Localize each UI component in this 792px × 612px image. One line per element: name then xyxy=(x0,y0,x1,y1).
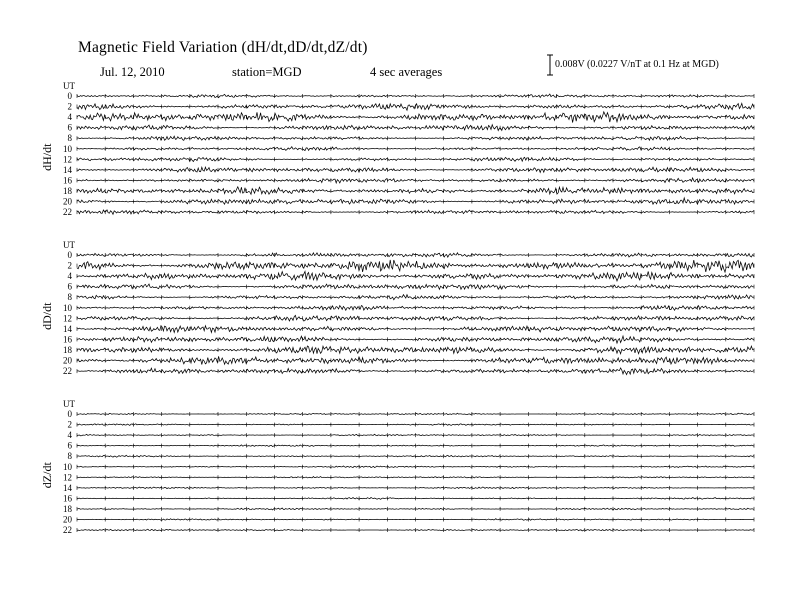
row-label: 2 xyxy=(67,419,72,430)
row-label: 22 xyxy=(63,366,72,377)
trace xyxy=(77,326,754,333)
row-label: 16 xyxy=(63,493,72,504)
row-label: 20 xyxy=(63,514,72,525)
panel-0 xyxy=(40,81,754,217)
row-label: 8 xyxy=(67,292,72,303)
row-label: 20 xyxy=(63,355,72,366)
row-label: 2 xyxy=(67,260,72,271)
trace xyxy=(77,260,754,272)
scale-bar xyxy=(547,55,553,75)
row-label: 14 xyxy=(63,482,72,493)
row-label: 4 xyxy=(67,271,72,282)
chart-title: Magnetic Field Variation (dH/dt,dD/dt,dZ/dt) xyxy=(78,39,368,56)
panel-1 xyxy=(40,240,754,376)
row-label: 4 xyxy=(67,112,72,123)
date-label: Jul. 12, 2010 xyxy=(100,65,165,79)
row-label: 10 xyxy=(63,302,72,313)
row-label: 2 xyxy=(67,101,72,112)
row-label: 0 xyxy=(67,409,72,419)
row-label: 8 xyxy=(67,133,72,144)
panel-2 xyxy=(40,399,754,535)
panel-ylabel: dH/dt xyxy=(40,143,54,171)
row-label: 12 xyxy=(63,154,72,165)
row-label: 12 xyxy=(63,313,72,324)
trace xyxy=(77,112,754,123)
row-label: 8 xyxy=(67,451,72,462)
row-label: 22 xyxy=(63,525,72,536)
trace xyxy=(77,368,754,375)
row-label: 14 xyxy=(63,323,72,334)
row-label: 20 xyxy=(63,196,72,207)
row-label: 0 xyxy=(67,250,72,260)
time-label: UT xyxy=(63,240,75,250)
row-label: 0 xyxy=(67,91,72,101)
scale-bar-label: 0.008V (0.0227 V/nT at 0.1 Hz at MGD) xyxy=(555,59,719,70)
row-label: 14 xyxy=(63,164,72,175)
time-label: UT xyxy=(63,399,75,409)
row-label: 10 xyxy=(63,461,72,472)
row-label: 6 xyxy=(67,440,72,451)
panel-ylabel: dZ/dt xyxy=(40,462,54,489)
trace xyxy=(77,187,754,194)
time-label: UT xyxy=(63,81,75,91)
row-label: 6 xyxy=(67,281,72,292)
row-label: 6 xyxy=(67,122,72,133)
averaging-label: 4 sec averages xyxy=(370,65,443,79)
row-label: 12 xyxy=(63,472,72,483)
panel-ylabel: dD/dt xyxy=(40,302,54,330)
row-label: 18 xyxy=(63,503,72,514)
row-label: 16 xyxy=(63,334,72,345)
row-label: 22 xyxy=(63,207,72,218)
trace xyxy=(77,356,754,364)
row-label: 18 xyxy=(63,185,72,196)
row-label: 16 xyxy=(63,175,72,186)
station-label: station=MGD xyxy=(232,65,302,79)
row-label: 10 xyxy=(63,143,72,154)
row-label: 4 xyxy=(67,430,72,441)
row-label: 18 xyxy=(63,344,72,355)
